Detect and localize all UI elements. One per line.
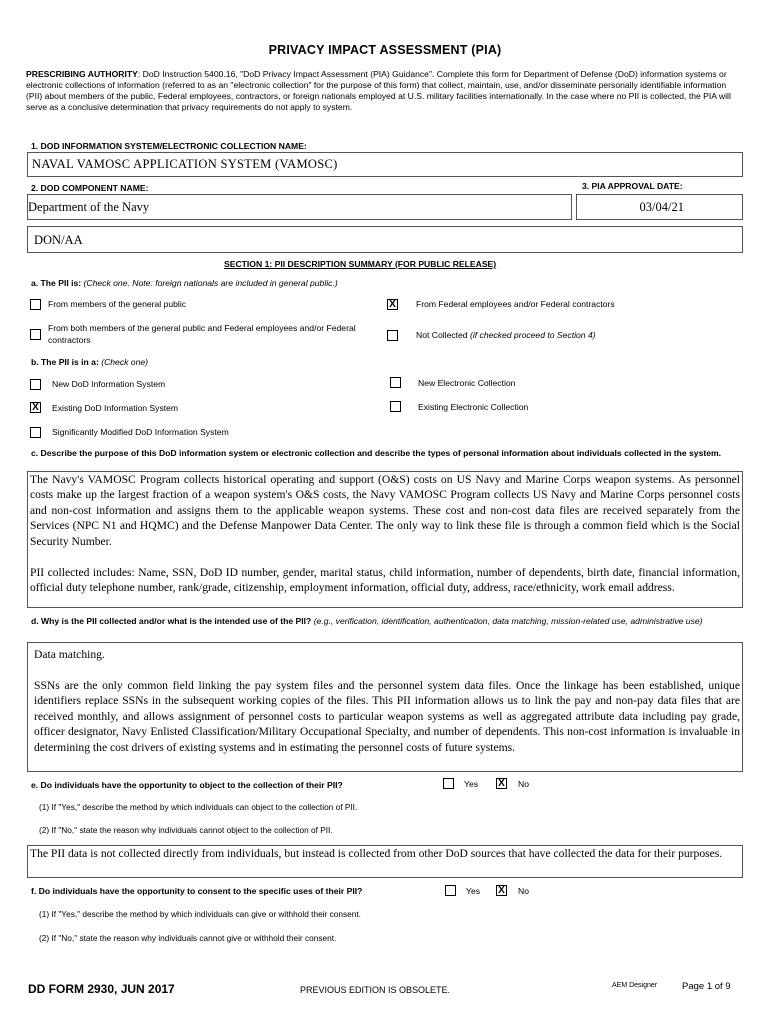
qf-label: f. Do individuals have the opportunity to consent to the specific uses of their PII? xyxy=(31,886,363,896)
qa-federal-checkbox[interactable]: X xyxy=(387,299,398,310)
qa-not-collected-text: Not Collected xyxy=(416,330,468,340)
section1-heading: SECTION 1: PII DESCRIPTION SUMMARY (FOR PUBLIC RELEASE) xyxy=(224,259,497,269)
qa-label-text: a. The PII is: xyxy=(31,278,82,288)
qc-paragraph-2: PII collected includes: Name, SSN, DoD ID number, gender, marital status, child information, number of dependents, birth date, financial information, official duty telephone number, rank/grade, citizenship, employment information, official duty, address, race/ethnicity, work email address. xyxy=(30,566,740,595)
prescribing-authority xyxy=(26,69,742,113)
qe-no-checkbox[interactable]: X xyxy=(496,778,507,789)
qf-sub1: (1) If "Yes," describe the method by which individuals can give or withhold their consent. xyxy=(39,909,361,919)
q1-label: 1. DOD INFORMATION SYSTEM/ELECTRONIC COLLECTION NAME: xyxy=(31,141,307,151)
qa-federal-label: From Federal employees and/or Federal contractors xyxy=(416,299,615,309)
component-name-value: Department of the Navy xyxy=(28,200,150,214)
qa-not-collected-label xyxy=(416,330,596,340)
qd-paragraph-2: SSNs are the only common field linking the pay system files and the personnel system data files. Once the linkage has been established, unique identifiers replace SSNs in the subsequent working copies of the files. This PII information allows us to link the pay and non-pay data files that are received monthly, and allows assignment of personnel costs to particular weapon systems as well as aggregated attribute data including pay grade, officer designator, Navy Enlisted Classification/Military Occupational Specialty, and number of dependents. This non-cost information is invaluable in determining the cost drivers of existing systems and in estimating the personnel costs of future systems. xyxy=(34,679,740,754)
qe-yes-label: Yes xyxy=(464,779,479,789)
qf-sub2: (2) If "No," state the reason why individuals cannot give or withhold their consent. xyxy=(39,933,337,943)
qe-sub2: (2) If "No," state the reason why individuals cannot object to the collection of PII. xyxy=(39,825,333,835)
qb-hint: (Check one) xyxy=(101,357,149,367)
qb-existing-collection-label: Existing Electronic Collection xyxy=(418,402,529,412)
qd-hint: (e.g., verification, identification, authentication, data matching, mission-related use, administrative use) xyxy=(313,616,703,626)
qb-existing-collection-checkbox[interactable] xyxy=(390,401,401,412)
qd-label xyxy=(31,616,753,627)
qa-hint: (Check one. Note: foreign nationals are included in general public.) xyxy=(83,278,338,288)
q2-label: 2. DOD COMPONENT NAME: xyxy=(31,183,149,193)
qa-general-public-checkbox[interactable] xyxy=(30,299,41,310)
qb-label xyxy=(31,357,148,367)
qf-no-checkbox[interactable]: X xyxy=(496,885,507,896)
page-number: Page 1 of 9 xyxy=(682,981,731,992)
prescribing-label: PRESCRIBING AUTHORITY xyxy=(26,69,138,79)
qb-new-system-label: New DoD Information System xyxy=(52,379,166,389)
qa-not-collected-checkbox[interactable] xyxy=(387,330,398,341)
form-number: DD FORM 2930, JUN 2017 xyxy=(28,982,175,996)
obsolete-notice: PREVIOUS EDITION IS OBSOLETE. xyxy=(300,985,451,995)
qa-label xyxy=(31,278,338,288)
qd-answer-field[interactable] xyxy=(27,642,743,772)
qb-modified-system-label: Significantly Modified DoD Information System xyxy=(52,427,229,437)
qe-sub1: (1) If "Yes," describe the method by which individuals can object to the collection of PII. xyxy=(39,802,358,812)
qe-answer-field[interactable] xyxy=(27,845,743,878)
qb-existing-system-checkbox[interactable]: X xyxy=(30,402,41,413)
qf-yes-checkbox[interactable] xyxy=(445,885,456,896)
aem-designer-label: AEM Designer xyxy=(612,982,658,989)
qb-existing-system-label: Existing DoD Information System xyxy=(52,403,179,413)
qd-paragraph-1: Data matching. xyxy=(34,648,105,661)
qa-not-collected-hint: (if checked proceed to Section 4) xyxy=(469,330,596,340)
page-title: PRIVACY IMPACT ASSESSMENT (PIA) xyxy=(268,43,502,57)
qa-both-label: From both members of the general public and Federal employees and/or Federal contractors xyxy=(48,323,356,345)
qa-general-public-label: From members of the general public xyxy=(48,299,187,309)
qe-yes-checkbox[interactable] xyxy=(443,778,454,789)
component-name-field[interactable] xyxy=(27,194,572,220)
qe-no-label: No xyxy=(518,779,529,789)
qe-answer-text: The PII data is not collected directly from individuals, but instead is collected from other DoD sources that have collected the data for their purposes. xyxy=(30,847,723,860)
system-name-field[interactable] xyxy=(27,152,743,177)
approval-date-value: 03/04/21 xyxy=(639,200,684,214)
qb-label-text: b. The PII is in a: xyxy=(31,357,99,367)
qf-no-label: No xyxy=(518,886,529,896)
sub-component-field[interactable] xyxy=(27,226,743,253)
qb-modified-system-checkbox[interactable] xyxy=(30,427,41,438)
qe-label: e. Do individuals have the opportunity to object to the collection of their PII? xyxy=(31,780,343,790)
qb-new-collection-label: New Electronic Collection xyxy=(418,378,516,388)
qa-both-checkbox[interactable] xyxy=(30,329,41,340)
qb-new-system-checkbox[interactable] xyxy=(30,379,41,390)
qc-answer-field[interactable] xyxy=(27,471,743,608)
q3-label: 3. PIA APPROVAL DATE: xyxy=(582,181,683,191)
qf-yes-label: Yes xyxy=(466,886,481,896)
system-name-value: NAVAL VAMOSC APPLICATION SYSTEM (VAMOSC) xyxy=(32,157,338,171)
qb-new-collection-checkbox[interactable] xyxy=(390,377,401,388)
qc-paragraph-1: The Navy's VAMOSC Program collects historical operating and support (O&S) costs on US Navy and Marine Corps weapon systems. As personnel costs make up the largest fraction of a weapon system's O&S costs, the Navy VAMOSC Program collects US Navy and Marine Corps personnel costs and non-cost information and assigns them to the applicable weapon systems. These cost and non-cost data files are received separately from the Services (NPC N1 and HQMC) and the Defense Manpower Data Center. The only way to link these file is through a common field which is the Social Security Number. xyxy=(30,473,740,548)
prescribing-text: : DoD Instruction 5400.16, "DoD Privacy Impact Assessment (PIA) Guidance". Complete this form for Department of Defense (DoD) information systems or electronic collections of information (referred to as an "electronic collection" for the purpose of this form) that collect, maintain, use, and/or disseminate personally identifiable information (PII) about members of the public, Federal employees, contractors, or foreign nationals employed at U.S. military facilities internationally. In the case where no PII is collected, the PIA will serve as a conclusive determination that privacy requirements do not apply to system. xyxy=(26,69,731,112)
approval-date-field[interactable] xyxy=(576,194,743,220)
qd-label-text: d. Why is the PII collected and/or what is the intended use of the PII? xyxy=(31,616,312,626)
sub-component-value: DON/AA xyxy=(34,233,83,247)
qc-label: c. Describe the purpose of this DoD information system or electronic collection and describe the types of personal information about individuals collected in the system. xyxy=(31,448,722,458)
